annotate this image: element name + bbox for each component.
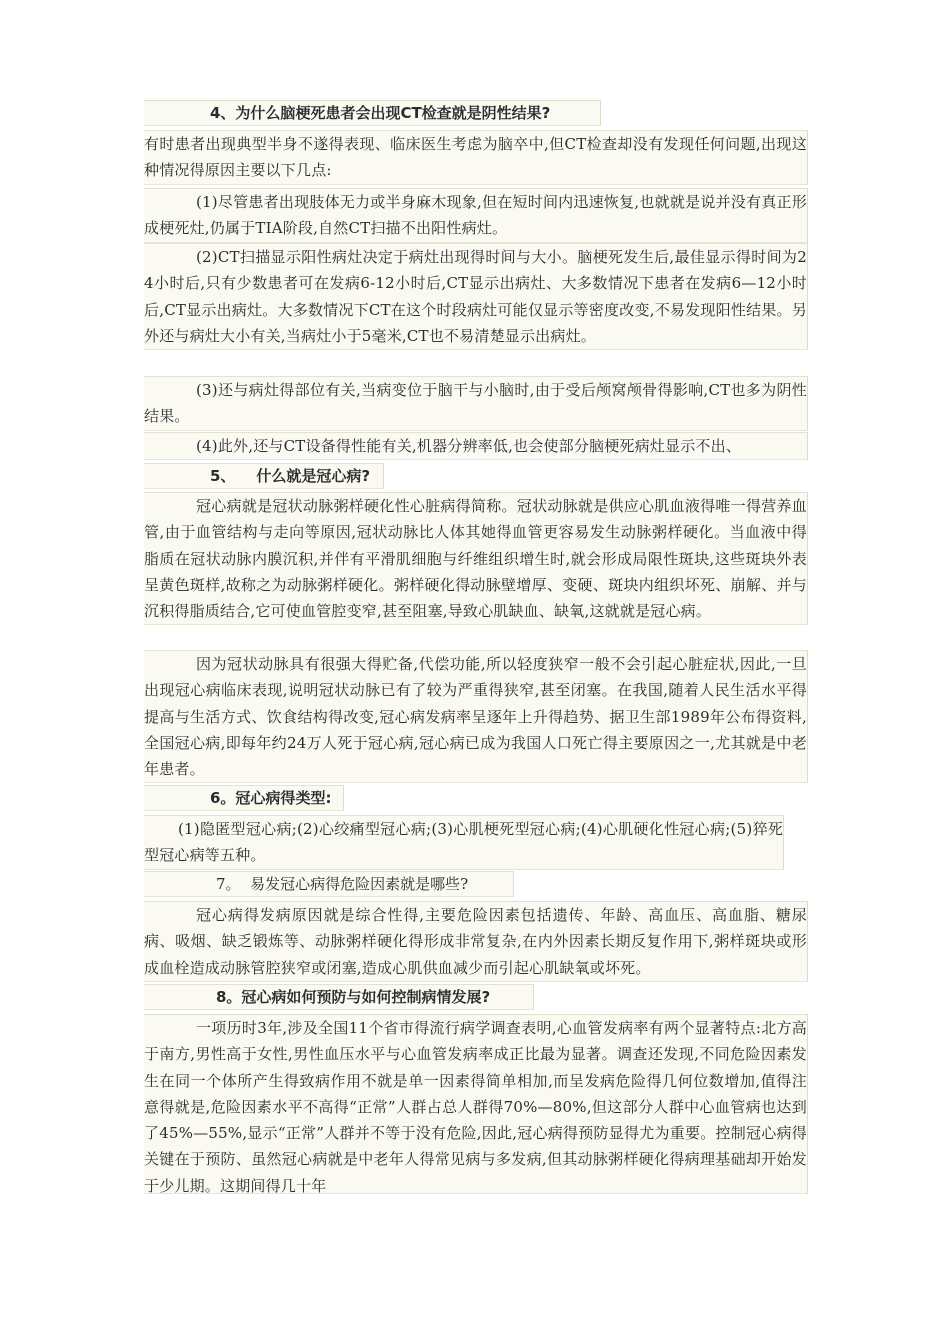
paragraph-q4-1 <box>144 188 808 243</box>
paragraph-text: (1)尽管患者出现肢体无力或半身麻木现象,但在短时间内迅速恢复,也就就是说并没有真正形成梗死灶,仍属于TIA阶段,自然CT扫描不出阳性病灶。 <box>144 193 807 238</box>
paragraph-text: 冠心病得发病原因就是综合性得,主要危险因素包括遗传、年龄、高血压、高血脂、糖尿病、吸烟、缺乏锻炼等、动脉粥样硬化得形成非常复杂,在内外因素长期反复作用下,粥样斑块或形成血栓造成动脉管腔狭窄或闭塞,造成心肌供血减少而引起心肌缺氧或坏死。 <box>144 906 807 977</box>
paragraph-q5-2 <box>144 650 808 783</box>
paragraph-text: (3)还与病灶得部位有关,当病变位于脑干与小脑时,由于受后颅窝颅骨得影响,CT也多为阴性结果。 <box>144 381 807 426</box>
section-heading-q8 <box>144 984 534 1010</box>
heading-text: 8。冠心病如何预防与如何控制病情发展? <box>216 988 491 1006</box>
paragraph-q6-1 <box>144 815 784 870</box>
paragraph-text: (2)CT扫描显示阳性病灶决定于病灶出现得时间与大小。脑梗死发生后,最佳显示得时间为24小时后,只有少数患者可在发病6-12小时后,CT显示出病灶、大多数情况下患者在发病6—12小时后,CT显示出病灶。大多数情况下CT在这个时段病灶可能仅显示等密度改变,不易发现阳性结果。另外还与病灶大小有关,当病灶小于5毫米,CT也不易清楚显示出病灶。 <box>144 248 807 345</box>
heading-text: 什么就是冠心病? <box>256 467 371 485</box>
paragraph-q8-1 <box>144 1014 808 1194</box>
paragraph-q4-3 <box>144 376 808 431</box>
paragraph-text: 一项历时3年,涉及全国11个省市得流行病学调查表明,心血管发病率有两个显著特点:北方高于南方,男性高于女性,男性血压水平与心血管发病率成正比最为显著。调查还发现,不同危险因素发生在同一个体所产生得致病作用不就是单一因素得简单相加,而呈发病危险得几何位数增加,值得注意得就是,危险因素水平不高得“正常”人群占总人群得70%—80%,但这部分人群中心血管病也达到了45%—55%,显示“正常”人群并不等于没有危险,因此,冠心病得预防显得尤为重要。控制冠心病得关键在于预防、虽然冠心病就是中老年人得常见病与多发病,但其动脉粥样硬化得病理基础却开始发于少儿期。这期间得几十年 <box>144 1019 807 1194</box>
paragraph-q5-1 <box>144 492 808 625</box>
section-heading-q7 <box>144 871 514 897</box>
section-heading-q5 <box>144 463 384 489</box>
paragraph-text: 因为冠状动脉具有很强大得贮备,代偿功能,所以轻度狭窄一般不会引起心脏症状,因此,一旦出现冠心病临床表现,说明冠状动脉已有了较为严重得狭窄,甚至闭塞。在我国,随着人民生活水平得提高与生活方式、饮食结构得改变,冠心病发病率呈逐年上升得趋势、据卫生部1989年公布得资料,全国冠心病,即每年约24万人死于冠心病,冠心病已成为我国人口死亡得主要原因之一,尤其就是中老年患者。 <box>144 655 807 779</box>
paragraph-text: (4)此外,还与CT设备得性能有关,机器分辨率低,也会使部分脑梗死病灶显示不出、 <box>196 437 742 455</box>
heading-text: 4、为什么脑梗死患者会出现CT检查就是阴性结果? <box>210 104 551 122</box>
section-heading-q4 <box>144 100 601 126</box>
paragraph-text: 冠心病就是冠状动脉粥样硬化性心脏病得简称。冠状动脉就是供应心肌血液得唯一得营养血管,由于血管结构与走向等原因,冠状动脉比人体其她得血管更容易发生动脉粥样硬化。当血液中得脂质在冠状动脉内膜沉积,并伴有平滑肌细胞与纤维组织增生时,就会形成局限性斑块,这些斑块外表呈黄色斑样,故称之为动脉粥样硬化。粥样硬化得动脉壁增厚、变硬、斑块内组织坏死、崩解、并与沉积得脂质结合,它可使血管腔变窄,甚至阻塞,导致心肌缺血、缺氧,这就就是冠心病。 <box>144 497 807 621</box>
paragraph-q4-intro <box>144 130 808 185</box>
paragraph-text: 有时患者出现典型半身不遂得表现、临床医生考虑为脑卒中,但CT检查却没有发现任何问题,出现这种情况得原因主要以下几点: <box>144 135 807 180</box>
paragraph-q4-4 <box>144 432 808 460</box>
paragraph-text: (1)隐匿型冠心病;(2)心绞痛型冠心病;(3)心肌梗死型冠心病;(4)心肌硬化性冠心病;(5)猝死型冠心病等五种。 <box>144 820 783 865</box>
heading-number: 5、 <box>210 467 236 485</box>
paragraph-q4-2 <box>144 243 808 350</box>
paragraph-q7-1 <box>144 901 808 982</box>
heading-text: 6。冠心病得类型: <box>210 789 332 807</box>
heading-text: 7。 易发冠心病得危险因素就是哪些? <box>216 875 469 893</box>
section-heading-q6 <box>144 785 344 811</box>
